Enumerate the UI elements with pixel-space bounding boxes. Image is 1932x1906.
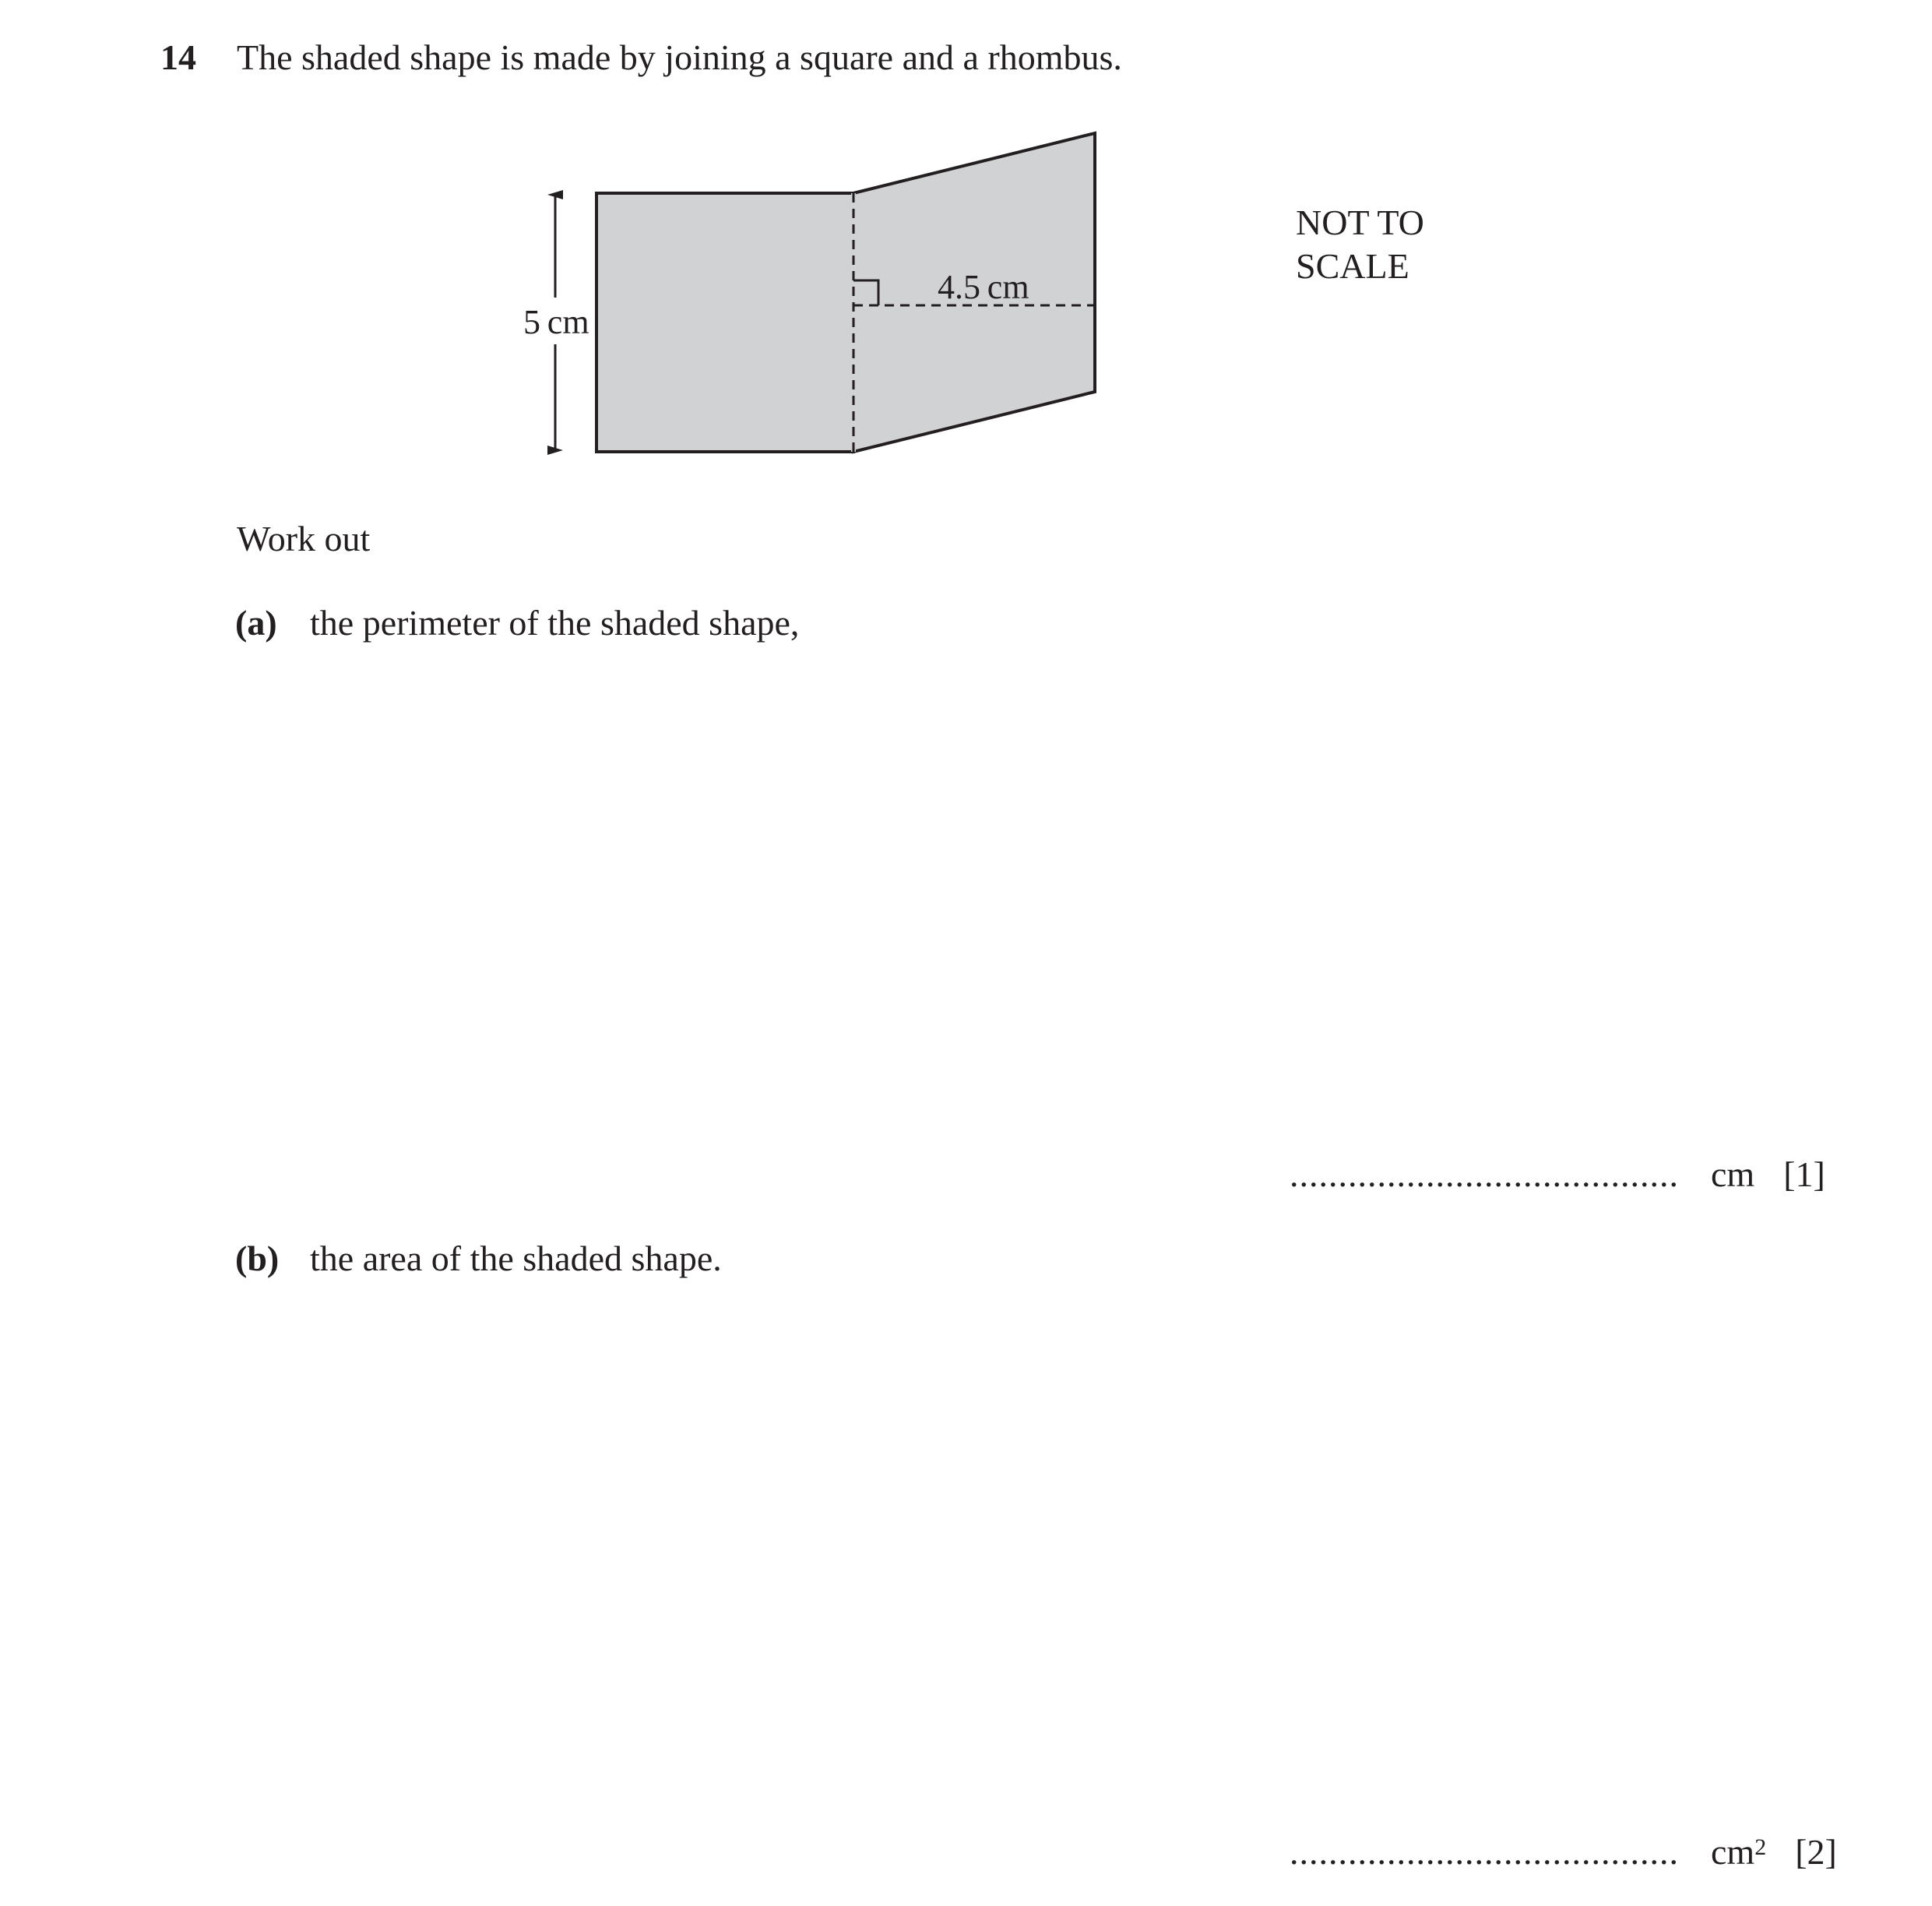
part-b-text: the area of the shaded shape. [310, 1238, 722, 1278]
height-label: 4.5 cm [938, 268, 1029, 306]
not-to-scale-line2: SCALE [1296, 246, 1409, 286]
not-to-scale-line1: NOT TO [1296, 203, 1424, 242]
part-b-unit-base: cm [1711, 1832, 1755, 1872]
part-b-label: (b) [235, 1238, 280, 1278]
part-a-answer-dots[interactable]: ........................................ [1290, 1154, 1679, 1194]
part-a-answer-line [1290, 1153, 1825, 1196]
part-b-unit-power: 2 [1754, 1834, 1767, 1860]
part-a-marks: [1] [1783, 1154, 1825, 1194]
part-a-text: the perimeter of the shaded shape, [310, 603, 800, 643]
part-b-unit [1711, 1832, 1766, 1872]
part-b-answer-line [1290, 1830, 1837, 1874]
part-a-unit: cm [1711, 1154, 1755, 1194]
not-to-scale-note [1296, 201, 1498, 288]
side-length-label: 5 cm [523, 303, 589, 341]
instruction-text: Work out [237, 519, 371, 558]
square-shape [596, 193, 853, 452]
question-stem: The shaded shape is made by joining a square and a rhombus. [237, 37, 1122, 77]
part-b-answer-dots[interactable]: ........................................ [1290, 1832, 1679, 1872]
shaded-shape-diagram [498, 117, 1121, 475]
part-a-label: (a) [235, 603, 277, 643]
part-b-marks: [2] [1795, 1832, 1837, 1872]
question-number: 14 [160, 37, 196, 77]
